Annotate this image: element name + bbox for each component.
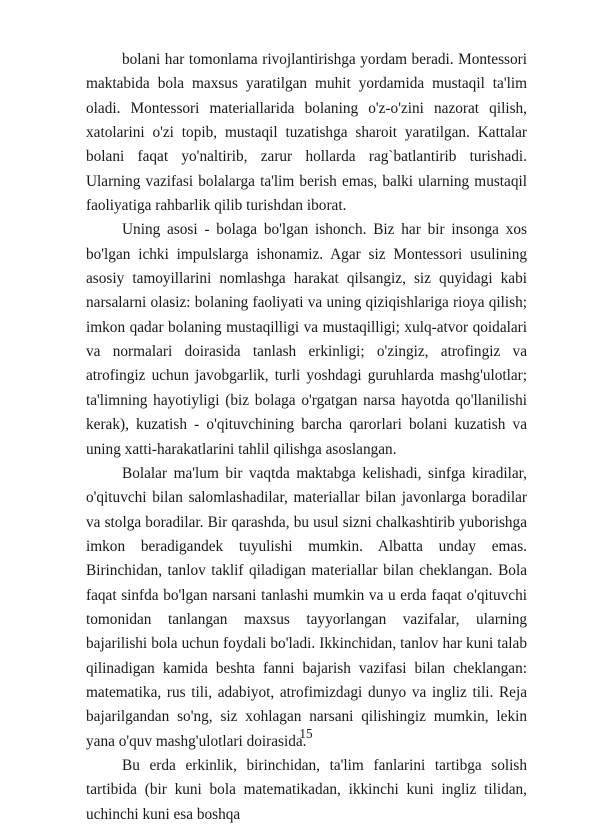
page-number: 15 [299,726,313,741]
paragraph-1: bolani har tomonlama rivojlantirishga yordam beradi. Montessori maktabida bola maxsus yaratilgan muhit yordamida mustaqil ta'lim oladi. Montessori materiallarida bolaning o'z-o'zini nazorat qilish, xatolarini o'zi topib, mustaqil tuzatishga sharoit yaratilgan. Kattalar bolani faqat yo'naltirib, zarur hollarda rag`batlantirib turishadi. Ularning vazifasi bolalarga ta'lim berish emas, balki ularning mustaqil faoliyatiga rahbarlik qilib turishdan iborat. [86,51,527,215]
paragraph-2: Uning asosi - bolaga bo'lgan ishonch. Biz har bir insonga xos bo'lgan ichki impulslarga ishonamiz. Agar siz Montessori usulining asosiy tamoyillarini nomlashga harakat qilsangiz, siz quyidagi kabi narsalarni olasiz: bolaning faoliyati va uning qiziqishlariga rioya qilish; imkon qadar bolaning mustaqilligi va mustaqilligi; xulq-atvor qoidalari va normalari doirasida tanlash erkinligi; o'zingiz, atrofingiz va atrofingiz uchun javobgarlik, turli yoshdagi guruhlarda mashg'ulotlar; ta'limning hayotiyligi (biz bolaga o'rgatgan narsa hayotda qo'llanilishi kerak), kuzatish - o'qituvchining barcha qarorlari bolani kuzatish va uning xatti-harakatlarini tahlil qilishga asoslangan. [86,221,527,458]
document-body [86,48,527,827]
paragraph-3: Bolalar ma'lum bir vaqtda maktabga kelishadi, sinfga kiradilar, o'qituvchi bilan salomlashadilar, materiallar bilan javonlarga boradilar va stolga boradilar. Bir qarashda, bu usul sizni chalkashtirib yuborishga imkon beradigandek tuyulishi mumkin. Albatta unday emas. Birinchidan, tanlov taklif qiladigan materiallar bilan cheklangan. Bola faqat sinfda bo'lgan narsani tanlashi mumkin va u erda faqat o'qituvchi tomonidan tanlangan maxsus tayyorlangan vazifalar, ularning bajarilishi bola uchun foydali bo'ladi. Ikkinchidan, tanlov har kuni talab qilinadigan kamida beshta fanni bajarish vazifasi bilan cheklangan: matematika, rus tili, adabiyot, atrofimizdagi dunyo va ingliz tili. Reja bajarilgandan so'ng, siz xohlagan narsani qilishingiz mumkin, lekin yana o'quv mashg'ulotlari doirasida. [86,464,527,750]
paragraph-4: Bu erda erkinlik, birinchidan, ta'lim fanlarini tartibga solish tartibida (bir kuni bola matematikadan, ikkinchi kuni ingliz tilidan, uchinchi kuni esa boshqa [86,756,527,823]
